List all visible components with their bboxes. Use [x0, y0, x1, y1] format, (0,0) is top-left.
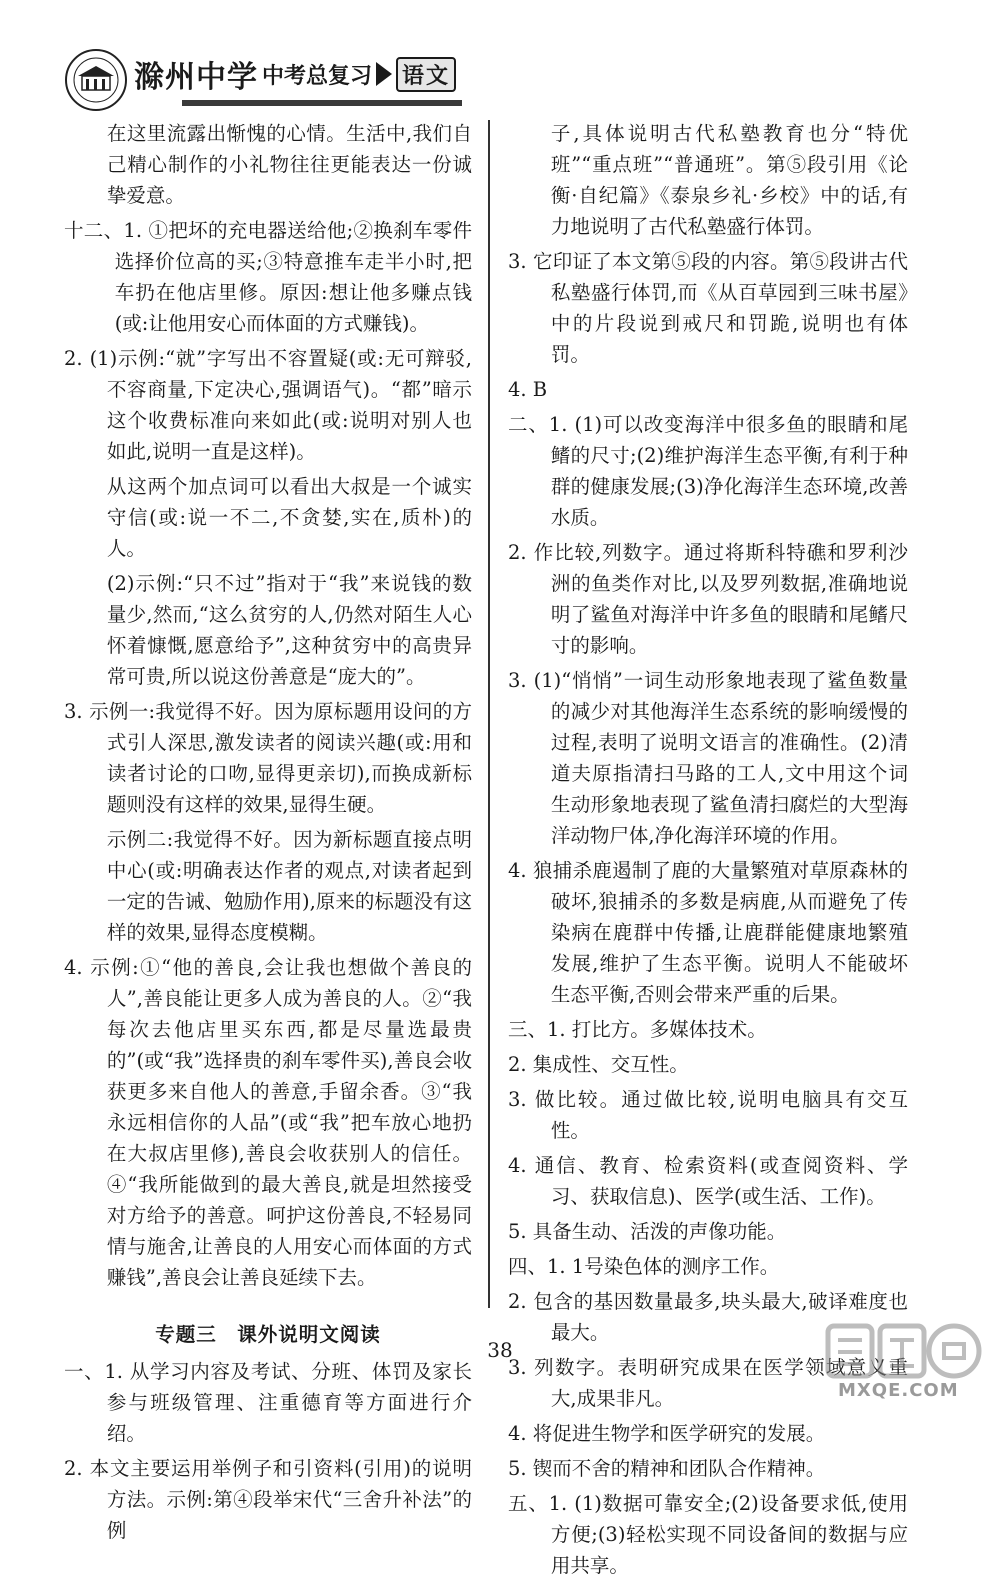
- answer-paragraph: 示例二:我觉得不好。因为新标题直接点明中心(或:明确表达作者的观点,对读者起到一定的告诫、勉励作用),原来的标题没有这样的效果,显得态度模糊。: [106, 828, 472, 944]
- answer-paragraph: 5. 锲而不舍的精神和团队合作精神。: [508, 1457, 826, 1480]
- answer-paragraph: 4. B: [508, 378, 548, 401]
- answer-paragraph: 十二、1. ①把坏的充电器送给他;②换刹车零件选择价位高的买;③特意推车走半小时,把车扔在他店里修。原因:想让他多赚点钱(或:让他用安心而体面的方式赚钱)。: [64, 219, 472, 335]
- answer-paragraph: 3. 示例一:我觉得不好。因为原标题用设问的方式引人深思,激发读者的阅读兴趣(或:用和读者讨论的口吻,显得更亲切),而换成新标题则没有这样的效果,显得生硬。: [64, 700, 472, 816]
- answer-paragraph: 三、1. 打比方。多媒体技术。: [508, 1018, 767, 1041]
- header-rule: [182, 100, 462, 106]
- left-column: [64, 118, 472, 1550]
- answer-paragraph: 4. 示例:①“他的善良,会让我也想做个善良的人”,善良能让更多人成为善良的人。②“我每次去他店里买东西,都是尽量选最贵的”(或“我”选择贵的刹车零件买),善良会收获更多来自他人的善意,手留余香。③“我永远相信你的人品”(或“我”把车放心地扔在大叔店里修),善良会收获别人的信任。④“我所能做到的最大善良,就是坦然接受对方给予的善意。呵护这份善良,不轻易同情与施舍,让善良的人用安心而体面的方式赚钱”,善良会让善良延续下去。: [64, 956, 472, 1289]
- answer-paragraph: 四、1. 1号染色体的测序工作。: [508, 1255, 780, 1278]
- answer-paragraph: 2. 集成性、交互性。: [508, 1053, 689, 1076]
- column-divider: [488, 120, 490, 1308]
- answer-paragraph: 3. 它印证了本文第⑤段的内容。第⑤段讲古代私塾盛行体罚,而《从百草园到三味书屋》中的片段说到戒尺和罚跪,说明也有体罚。: [508, 250, 908, 366]
- answer-paragraph: (2)示例:“只不过”指对于“我”来说钱的数量少,然而,“这么贫穷的人,仍然对陌生人心怀着慷慨,愿意给予”,这种贫穷中的高贵异常可贵,所以说这份善意是“庞大的”。: [106, 572, 472, 688]
- answer-paragraph: 2. 作比较,列数字。通过将斯科特礁和罗利沙洲的鱼类作对比,以及罗列数据,准确地说明了鲨鱼对海洋中许多鱼的眼睛和尾鳍尺寸的影响。: [508, 541, 908, 657]
- answer-paragraph: 二、1. (1)可以改变海洋中很多鱼的眼睛和尾鳍的尺寸;(2)维护海洋生态平衡,有利于种群的健康发展;(3)净化海洋生态环境,改善水质。: [508, 413, 908, 529]
- series-title: 中考总复习: [262, 62, 373, 89]
- school-name: 滁州中学: [134, 60, 258, 95]
- answer-paragraph: 子,具体说明古代私塾教育也分“特优班”“重点班”“普通班”。第⑤段引用《论衡·自纪篇》《泰泉乡礼·乡校》中的话,有力地说明了古代私塾盛行体罚。: [550, 122, 908, 238]
- answer-paragraph: 3. (1)“悄悄”一词生动形象地表现了鲨鱼数量的减少对其他海洋生态系统的影响缓慢的过程,表明了说明文语言的准确性。(2)清道夫原指清扫马路的工人,文中用这个词生动形象地表现了鲨鱼清扫腐烂的大型海洋动物尸体,净化海洋环境的作用。: [508, 669, 908, 847]
- answer-paragraph: 3. 列数字。表明研究成果在医学领域意义重大,成果非凡。: [508, 1356, 908, 1410]
- answer-paragraph: 3. 做比较。通过做比较,说明电脑具有交互性。: [508, 1088, 908, 1142]
- watermark-url: MXQE.COM: [838, 1380, 959, 1401]
- answer-paragraph: 4. 将促进生物学和医学研究的发展。: [508, 1422, 826, 1445]
- answer-paragraph: 4. 通信、教育、检索资料(或查阅资料、学习、获取信息)、医学(或生活、工作)。: [508, 1154, 908, 1208]
- page-number: 38: [487, 1338, 513, 1362]
- answer-paragraph: 从这两个加点词可以看出大叔是一个诚实守信(或:说一不二,不贪婪,实在,质朴)的人。: [106, 475, 472, 560]
- subject-label: 语文: [396, 57, 456, 92]
- answer-paragraph: 五、1. (1)数据可靠安全;(2)设备要求低,使用方便;(3)轻松实现不同设备间的数据与应用共享。: [508, 1492, 908, 1577]
- school-logo-icon: [64, 48, 128, 112]
- answer-paragraph: 2. (1)示例:“就”字写出不容置疑(或:无可辩驳,不容商量,下定决心,强调语气)。“都”暗示这个收费标准向来如此(或:说明对别人也如此,说明一直是这样)。: [64, 347, 472, 463]
- section-title: 专题三 课外说明文阅读: [155, 1323, 381, 1346]
- answer-paragraph: 2. 包含的基因数量最多,块头最大,破译难度也最大。: [508, 1290, 908, 1344]
- answer-paragraph: 5. 具备生动、活泼的声像功能。: [508, 1220, 787, 1243]
- answer-paragraph: 4. 狼捕杀鹿遏制了鹿的大量繁殖对草原森林的破坏,狼捕杀的多数是病鹿,从而避免了传染病在鹿群中传播,让鹿群能健康地繁殖发展,维护了生态平衡。说明人不能破坏生态平衡,否则会带来严重的后果。: [508, 859, 908, 1006]
- answer-paragraph: 在这里流露出惭愧的心情。生活中,我们自己精心制作的小礼物往往更能表达一份诚挚爱意。: [106, 122, 472, 207]
- arrow-right-icon: [376, 62, 392, 86]
- header-banner: [134, 52, 464, 96]
- page-header: [64, 44, 936, 114]
- answer-paragraph: 2. 本文主要运用举例子和引资料(引用)的说明方法。示例:第④段举宋代“三舍升补法”的例: [64, 1457, 472, 1542]
- answer-paragraph: 一、1. 从学习内容及考试、分班、体罚及家长参与班级管理、注重德育等方面进行介绍。: [64, 1360, 472, 1445]
